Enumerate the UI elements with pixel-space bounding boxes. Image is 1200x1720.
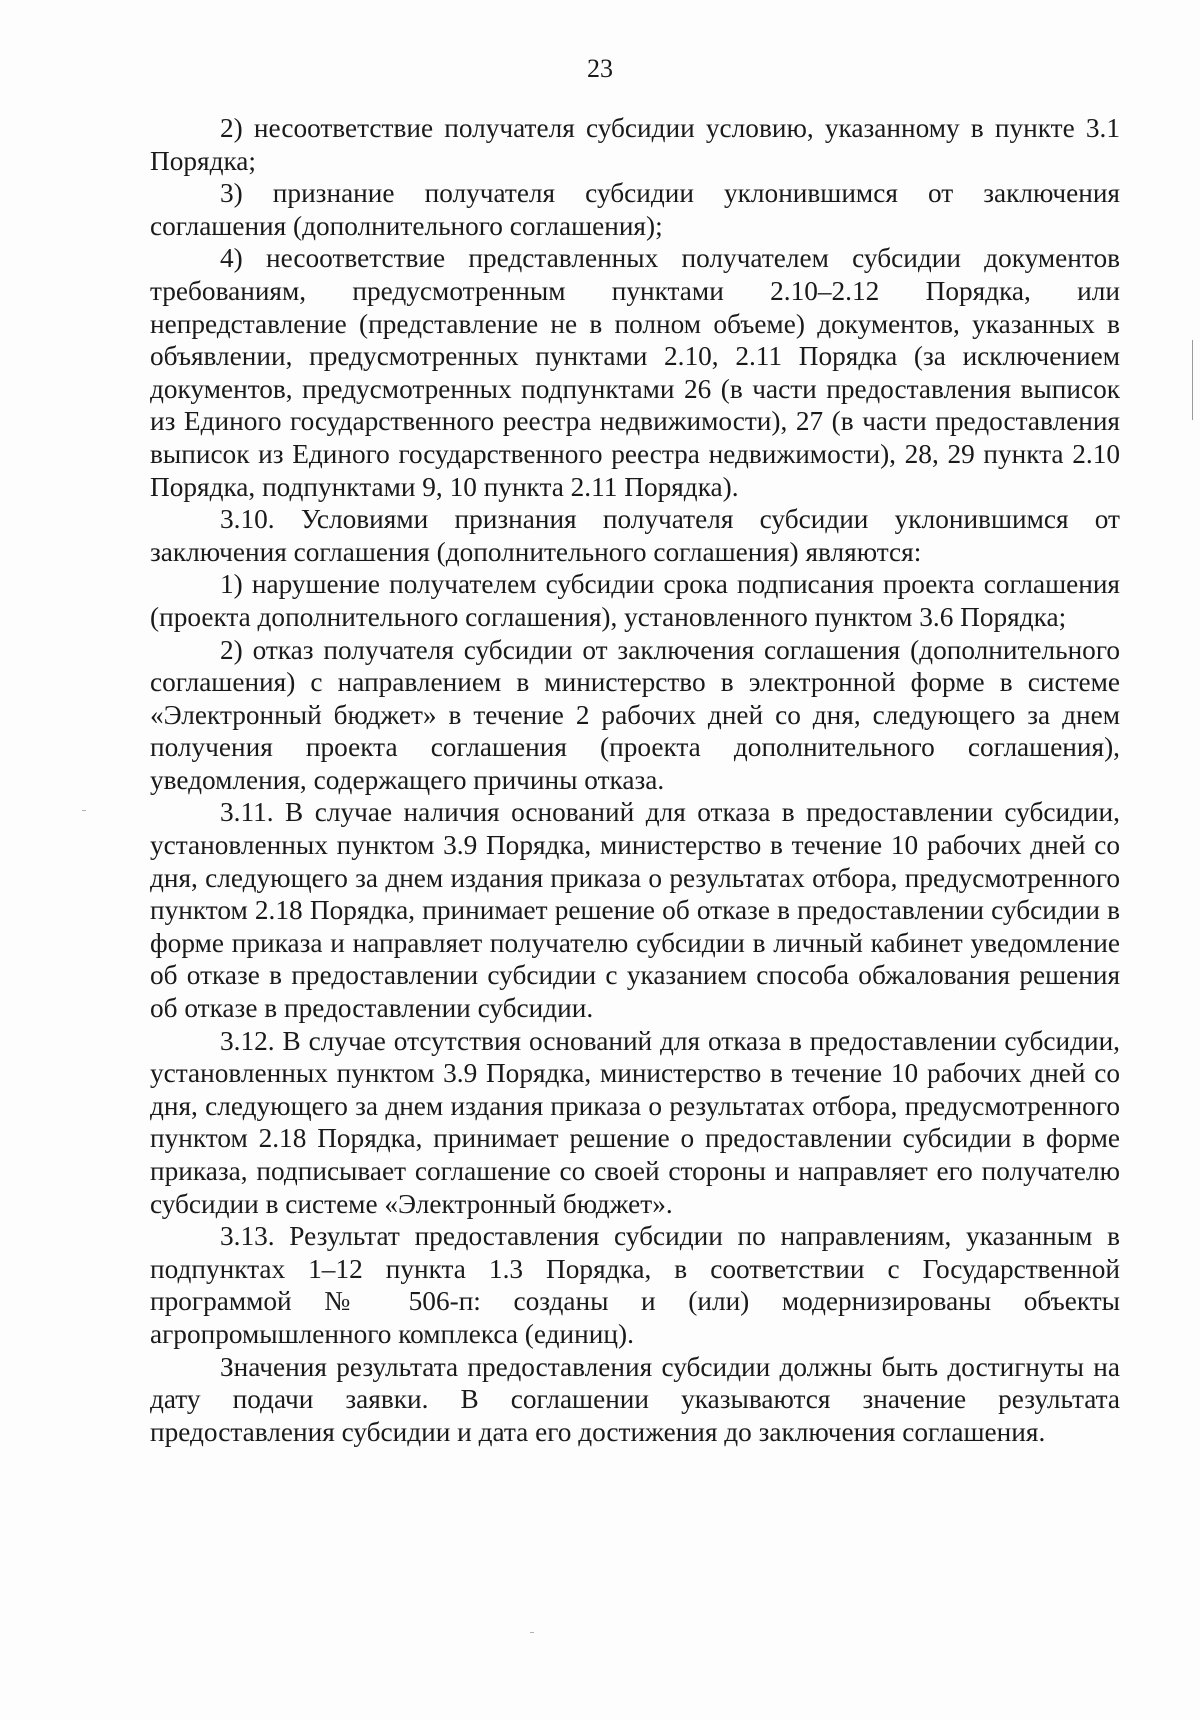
paragraph-3-13: 3.13. Результат предоставления субсидии по направлениям, указанным в подпунктах 1–12 пункта 1.3 Порядка, в соответствии с Государственной программой № 506-п: созданы и (или) модернизированы объекты агропромышленного комплекса (единиц).: [150, 1221, 1120, 1349]
paragraph-3-10: 3.10. Условиями признания получателя субсидии уклонившимся от заключения соглашения (дополнительного соглашения) являются:: [150, 504, 1120, 567]
page-number: 23: [587, 54, 613, 83]
scan-artifact-dot: [530, 1632, 534, 1633]
paragraph-3-10-item-1: 1) нарушение получателем субсидии срока подписания проекта соглашения (проекта дополнительного соглашения), установленного пунктом 3.6 Порядка;: [150, 569, 1120, 632]
paragraph-3-11: 3.11. В случае наличия оснований для отказа в предоставлении субсидии, установленных пунктом 3.9 Порядка, министерство в течение 10 рабочих дней со дня, следующего за днем издания приказа о результатах отбора, предусмотренного пунктом 2.18 Порядка, принимает решение об отказе в предоставлении субсидии в форме приказа и направляет получателю субсидии в личный кабинет уведомление об отказе в предоставлении субсидии с указанием способа обжалования решения об отказе в предоставлении субсидии.: [150, 797, 1120, 1024]
scan-edge-mark: [1192, 340, 1196, 420]
document-body: [150, 112, 1120, 1448]
paragraph-item-2-noncompliance: 2) несоответствие получателя субсидии условию, указанному в пункте 3.1 Порядка;: [150, 113, 1120, 176]
paragraph-3-10-item-2: 2) отказ получателя субсидии от заключения соглашения (дополнительного соглашения) с направлением в министерство в электронной форме в системе «Электронный бюджет» в течение 2 рабочих дней со дня, следующего за днем получения проекта соглашения (проекта дополнительного соглашения), уведомления, содержащего причины отказа.: [150, 634, 1120, 795]
paragraph-item-3-evasion: 3) признание получателя субсидии уклонившимся от заключения соглашения (дополнительного соглашения);: [150, 178, 1120, 241]
paragraph-3-12: 3.12. В случае отсутствия оснований для отказа в предоставлении субсидии, установленных пунктом 3.9 Порядка, министерство в течение 10 рабочих дней со дня, следующего за днем издания приказа о результатах отбора, предусмотренного пунктом 2.18 Порядка, принимает решение о предоставлении субсидии в форме приказа, подписывает соглашение со своей стороны и направляет его получателю субсидии в системе «Электронный бюджет».: [150, 1025, 1120, 1219]
paragraph-item-4-documents: 4) несоответствие представленных получателем субсидии документов требованиям, предусмотренным пунктами 2.10–2.12 Порядка, или непредставление (представление не в полном объеме) документов, указанных в объявлении, предусмотренных пунктами 2.10, 2.11 Порядка (за исключением документов, предусмотренных подпунктами 26 (в части предоставления выписок из Единого государственного реестра недвижимости), 27 (в части предоставления выписок из Единого государственного реестра недвижимости), 28, 29 пункта 2.10 Порядка, подпунктами 9, 10 пункта 2.11 Порядка).: [150, 243, 1120, 502]
paragraph-result-values: Значения результата предоставления субсидии должны быть достигнуты на дату подачи заявки. В соглашении указываются значение результата предоставления субсидии и дата его достижения до заключения соглашения.: [150, 1351, 1120, 1447]
scan-artifact-dot: [82, 810, 86, 811]
